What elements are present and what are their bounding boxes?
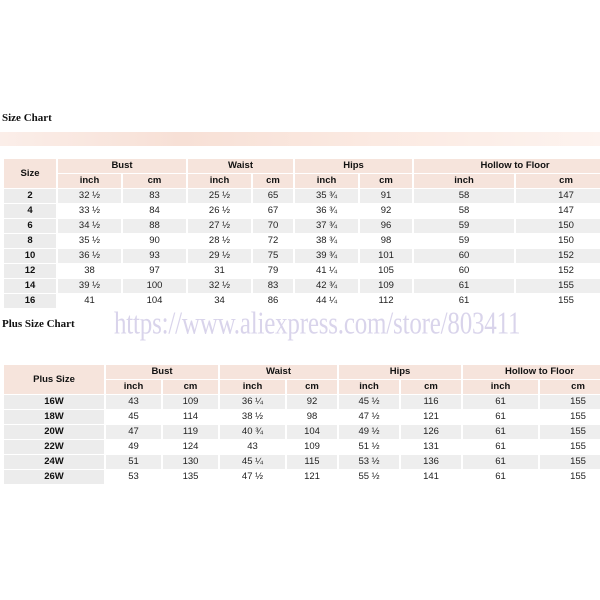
size-chart-value-cell: 61 [414,294,514,308]
plus-chart-value-cell: 119 [163,425,218,439]
size-chart-value-cell: 41 [58,294,121,308]
size-chart-value-cell: 105 [360,264,412,278]
size-chart-size-cell: 14 [4,279,56,293]
size-chart-unit-header: inch [58,174,121,188]
size-chart-value-cell: 39 ½ [58,279,121,293]
plus-chart-value-cell: 36 ¼ [220,395,285,409]
plus-chart-value-cell: 61 [463,470,538,484]
size-chart-value-cell: 39 ¾ [295,249,358,263]
plus-chart-value-cell: 43 [106,395,161,409]
size-chart-value-cell: 96 [360,219,412,233]
plus-chart-value-cell: 45 ½ [339,395,399,409]
plus-chart-value-cell: 116 [401,395,461,409]
plus-chart-unit-header: cm [163,380,218,394]
size-chart-value-cell: 26 ½ [188,204,251,218]
plus-chart-value-cell: 45 ¼ [220,455,285,469]
size-chart-group-header-row [4,159,600,173]
size-chart-value-cell: 34 ½ [58,219,121,233]
plus-size-chart-title: Plus Size Chart [2,318,75,330]
size-chart-size-cell: 8 [4,234,56,248]
plus-chart-value-cell: 114 [163,410,218,424]
plus-chart-group-header: Hollow to Floor [463,365,600,379]
size-chart-unit-header: inch [188,174,251,188]
size-chart-value-cell: 34 [188,294,251,308]
size-chart-value-cell: 155 [516,294,600,308]
size-chart-value-cell: 147 [516,189,600,203]
plus-chart-value-cell: 155 [540,470,600,484]
plus-chart-value-cell: 104 [287,425,337,439]
size-chart-unit-header: cm [123,174,186,188]
size-chart-value-cell: 58 [414,204,514,218]
size-chart-row [4,264,600,278]
size-chart-value-cell: 65 [253,189,293,203]
size-chart-value-cell: 32 ½ [58,189,121,203]
plus-chart-row [4,470,600,484]
plus-chart-size-cell: 24W [4,455,104,469]
size-chart-row [4,204,600,218]
decorative-strip [0,132,600,146]
plus-chart-value-cell: 61 [463,395,538,409]
size-chart-value-cell: 155 [516,279,600,293]
size-chart-size-cell: 10 [4,249,56,263]
size-chart-value-cell: 104 [123,294,186,308]
plus-chart-value-cell: 141 [401,470,461,484]
size-chart-value-cell: 61 [414,279,514,293]
plus-chart-group-header-row [4,365,600,379]
size-chart-value-cell: 67 [253,204,293,218]
plus-chart-value-cell: 45 [106,410,161,424]
size-chart-value-cell: 35 ½ [58,234,121,248]
size-chart-value-cell: 150 [516,219,600,233]
plus-chart-value-cell: 40 ¾ [220,425,285,439]
plus-chart-value-cell: 61 [463,455,538,469]
size-chart-value-cell: 36 ¾ [295,204,358,218]
size-chart-value-cell: 59 [414,219,514,233]
size-chart-size-cell: 16 [4,294,56,308]
size-chart-value-cell: 44 ¼ [295,294,358,308]
size-chart-group-header: Hips [295,159,412,173]
plus-chart-unit-header: cm [540,380,600,394]
size-chart-value-cell: 42 ¾ [295,279,358,293]
size-chart-value-cell: 109 [360,279,412,293]
size-chart-title: Size Chart [2,112,52,124]
plus-chart-unit-header: cm [401,380,461,394]
size-chart-unit-header: cm [516,174,600,188]
size-chart-row [4,294,600,308]
size-chart-group-header: Hollow to Floor [414,159,600,173]
plus-chart-value-cell: 121 [401,410,461,424]
size-chart-value-cell: 147 [516,204,600,218]
size-chart-value-cell: 31 [188,264,251,278]
size-chart-table [2,158,600,309]
size-chart-value-cell: 59 [414,234,514,248]
size-chart-value-cell: 83 [253,279,293,293]
plus-chart-value-cell: 130 [163,455,218,469]
plus-chart-value-cell: 49 ½ [339,425,399,439]
plus-size-chart-table [2,364,600,485]
size-chart-row [4,279,600,293]
plus-chart-row [4,440,600,454]
size-chart-group-header: Waist [188,159,293,173]
size-chart-value-cell: 35 ¾ [295,189,358,203]
plus-chart-value-cell: 53 [106,470,161,484]
size-chart-value-cell: 83 [123,189,186,203]
plus-chart-value-cell: 109 [287,440,337,454]
size-chart-row [4,189,600,203]
size-chart-value-cell: 152 [516,264,600,278]
size-chart-unit-header: inch [295,174,358,188]
plus-chart-size-cell: 26W [4,470,104,484]
size-chart-size-header: Size [4,159,56,188]
size-chart-value-cell: 58 [414,189,514,203]
size-chart-value-cell: 88 [123,219,186,233]
plus-chart-value-cell: 155 [540,410,600,424]
plus-chart-value-cell: 55 ½ [339,470,399,484]
plus-chart-value-cell: 51 ½ [339,440,399,454]
size-chart-value-cell: 93 [123,249,186,263]
plus-chart-unit-header: inch [463,380,538,394]
size-chart-value-cell: 28 ½ [188,234,251,248]
size-chart-value-cell: 38 ¾ [295,234,358,248]
size-chart-value-cell: 84 [123,204,186,218]
size-chart-size-cell: 6 [4,219,56,233]
size-chart-value-cell: 32 ½ [188,279,251,293]
size-chart-unit-header-row [4,174,600,188]
size-chart-value-cell: 97 [123,264,186,278]
store-url-watermark: https://www.aliexpress.com/store/803411 [114,307,521,341]
plus-chart-value-cell: 98 [287,410,337,424]
plus-chart-value-cell: 155 [540,395,600,409]
size-chart-value-cell: 70 [253,219,293,233]
size-chart-value-cell: 25 ½ [188,189,251,203]
size-chart-value-cell: 38 [58,264,121,278]
plus-chart-row [4,395,600,409]
plus-chart-value-cell: 135 [163,470,218,484]
plus-chart-value-cell: 61 [463,410,538,424]
size-chart-value-cell: 86 [253,294,293,308]
size-chart-value-cell: 79 [253,264,293,278]
plus-chart-value-cell: 51 [106,455,161,469]
size-chart-value-cell: 152 [516,249,600,263]
plus-chart-value-cell: 92 [287,395,337,409]
plus-chart-unit-header: inch [220,380,285,394]
size-chart-size-cell: 12 [4,264,56,278]
plus-chart-value-cell: 131 [401,440,461,454]
size-chart-value-cell: 101 [360,249,412,263]
plus-chart-unit-header: inch [106,380,161,394]
plus-chart-size-cell: 18W [4,410,104,424]
size-chart-size-cell: 4 [4,204,56,218]
plus-chart-value-cell: 121 [287,470,337,484]
plus-chart-value-cell: 155 [540,440,600,454]
plus-chart-unit-header: inch [339,380,399,394]
size-chart-value-cell: 41 ¼ [295,264,358,278]
size-chart-value-cell: 27 ½ [188,219,251,233]
size-chart-group-header: Bust [58,159,186,173]
size-chart-value-cell: 60 [414,264,514,278]
plus-chart-size-cell: 22W [4,440,104,454]
plus-chart-size-header: Plus Size [4,365,104,394]
plus-chart-value-cell: 126 [401,425,461,439]
size-chart-value-cell: 92 [360,204,412,218]
plus-chart-value-cell: 61 [463,440,538,454]
plus-chart-value-cell: 38 ½ [220,410,285,424]
plus-chart-size-cell: 20W [4,425,104,439]
plus-chart-value-cell: 47 [106,425,161,439]
size-chart-unit-header: cm [360,174,412,188]
size-chart-value-cell: 150 [516,234,600,248]
plus-chart-group-header: Bust [106,365,218,379]
size-chart-value-cell: 29 ½ [188,249,251,263]
size-chart-row [4,234,600,248]
size-chart-value-cell: 33 ½ [58,204,121,218]
plus-chart-row [4,455,600,469]
plus-chart-value-cell: 61 [463,425,538,439]
size-chart-value-cell: 91 [360,189,412,203]
plus-chart-size-cell: 16W [4,395,104,409]
plus-chart-value-cell: 53 ½ [339,455,399,469]
size-chart-value-cell: 112 [360,294,412,308]
size-chart-value-cell: 90 [123,234,186,248]
plus-chart-value-cell: 47 ½ [220,470,285,484]
plus-chart-value-cell: 109 [163,395,218,409]
size-chart-value-cell: 75 [253,249,293,263]
plus-chart-group-header: Waist [220,365,337,379]
plus-chart-row [4,410,600,424]
size-chart-value-cell: 60 [414,249,514,263]
plus-chart-value-cell: 136 [401,455,461,469]
size-chart-row [4,249,600,263]
plus-chart-value-cell: 155 [540,425,600,439]
plus-chart-value-cell: 49 [106,440,161,454]
plus-chart-value-cell: 47 ½ [339,410,399,424]
size-chart-size-cell: 2 [4,189,56,203]
size-chart-row [4,219,600,233]
size-chart-unit-header: inch [414,174,514,188]
size-chart-value-cell: 36 ½ [58,249,121,263]
plus-chart-unit-header: cm [287,380,337,394]
size-chart-unit-header: cm [253,174,293,188]
plus-chart-group-header: Hips [339,365,461,379]
plus-chart-value-cell: 43 [220,440,285,454]
size-chart-value-cell: 98 [360,234,412,248]
plus-chart-row [4,425,600,439]
plus-chart-value-cell: 115 [287,455,337,469]
size-chart-value-cell: 37 ¾ [295,219,358,233]
plus-chart-value-cell: 155 [540,455,600,469]
size-chart-value-cell: 100 [123,279,186,293]
plus-chart-value-cell: 124 [163,440,218,454]
size-chart-value-cell: 72 [253,234,293,248]
